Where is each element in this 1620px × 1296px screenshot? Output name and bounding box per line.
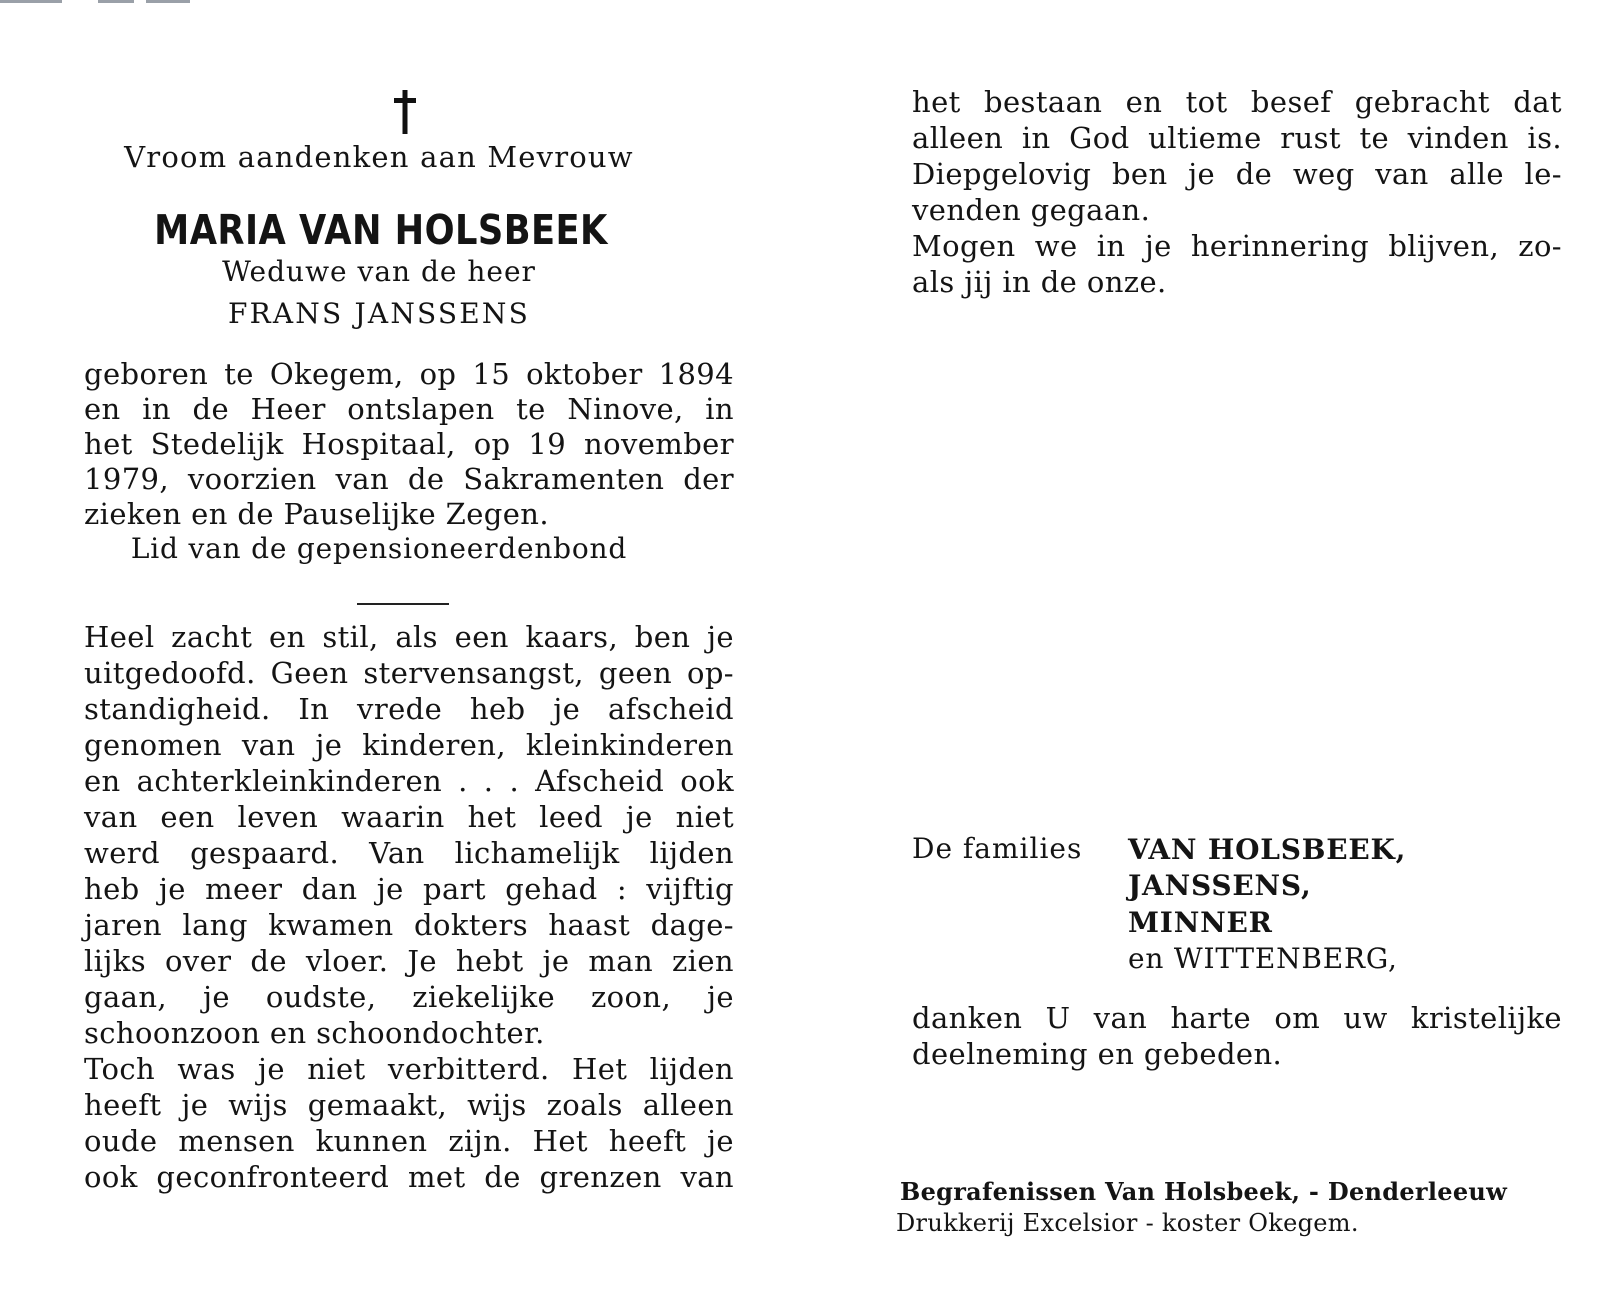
text-line: Toch was je niet verbitterd. Het lijden <box>84 1052 734 1086</box>
family-last <box>1128 941 1406 977</box>
text-line: genomen van je kinderen, kleinkinderen <box>84 728 734 762</box>
families-list <box>1128 832 1406 977</box>
text-line: standigheid. In vrede heb je afscheid <box>84 692 734 726</box>
printer-credit: Drukkerij Excelsior - koster Okegem. <box>896 1209 1359 1237</box>
text-line: Diepgelovig ben je de weg van alle le- <box>912 157 1562 191</box>
text-line: venden gegaan. <box>912 193 1151 227</box>
membership-line: Lid van de gepensioneerdenbond <box>130 532 628 565</box>
text-line: Heel zacht en stil, als een kaars, ben je <box>84 620 734 654</box>
family-name: VAN HOLSBEEK, <box>1128 833 1407 866</box>
deceased-name: MARIA VAN HOLSBEEK <box>154 206 608 254</box>
cross-icon <box>394 88 416 136</box>
text-line: oude mensen kunnen zijn. Het heeft je <box>84 1124 734 1158</box>
families-label: De families <box>912 832 1083 865</box>
text-line: schoonzoon en schoondochter. <box>84 1016 545 1050</box>
thanks-line: danken U van harte om uw kristelijke <box>912 1001 1562 1035</box>
text-line: heb je meer dan je part gehad : vijftig <box>84 872 734 906</box>
text-line: gaan, je oudste, ziekelijke zoon, je <box>84 980 734 1014</box>
text-line: jaren lang kwamen dokters haast dage- <box>84 908 734 942</box>
bio-line: het Stedelijk Hospitaal, op 19 november <box>84 427 734 461</box>
divider <box>357 603 449 605</box>
text-line: Mogen we in je herinnering blijven, zo- <box>912 229 1562 263</box>
bio-line: geboren te Okegem, op 15 oktober 1894 <box>84 357 734 391</box>
bio-line: 1979, voorzien van de Sakramenten der <box>84 462 734 496</box>
scan-edge-marks <box>0 0 300 4</box>
intro-line: Vroom aandenken aan Mevrouw <box>124 140 634 174</box>
text-line: lijks over de vloer. Je hebt je man zien <box>84 944 734 978</box>
text-line: en achterkleinkinderen . . . Afscheid ook <box>84 764 734 798</box>
text-line: uitgedoofd. Geen stervensangst, geen op- <box>84 656 734 690</box>
thanks-line: deelneming en gebeden. <box>912 1037 1283 1071</box>
family-name: WITTENBERG, <box>1173 941 1398 975</box>
widow-of-line: Weduwe van de heer <box>222 255 536 288</box>
husband-name: FRANS JANSSENS <box>227 297 531 330</box>
family-name: JANSSENS, <box>1128 869 1312 903</box>
text-line: heeft je wijs gemaakt, wijs zoals alleen <box>84 1088 734 1122</box>
family-last-prefix: en <box>1128 941 1165 975</box>
text-line: alleen in God ultieme rust te vinden is. <box>912 121 1562 155</box>
undertaker-credit: Begrafenissen Van Holsbeek, - Denderleeuw <box>900 1177 1508 1206</box>
text-line: werd gespaard. Van lichamelijk lijden <box>84 836 734 870</box>
bio-line: zieken en de Pauselijke Zegen. <box>84 497 549 531</box>
text-line: als jij in de onze. <box>912 265 1167 299</box>
text-line: ook geconfronteerd met de grenzen van <box>84 1160 734 1194</box>
family-name: MINNER <box>1128 905 1273 939</box>
bio-line: en in de Heer ontslapen te Ninove, in <box>84 392 734 426</box>
text-line: het bestaan en tot besef gebracht dat <box>912 85 1562 119</box>
text-line: van een leven waarin het leed je niet <box>84 800 734 834</box>
